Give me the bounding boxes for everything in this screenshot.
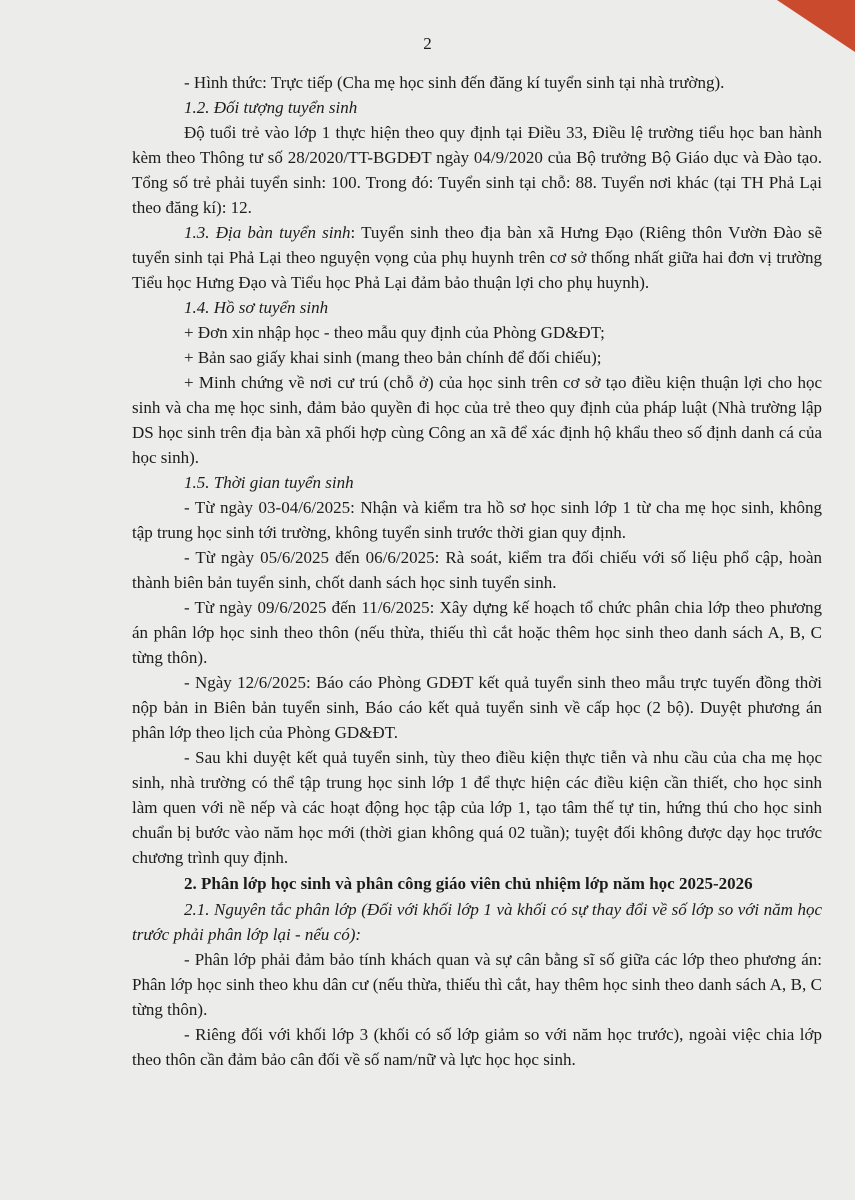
heading-2-1: 2.1. Nguyên tắc phân lớp (Đối với khối lớp 1 và khối có sự thay đổi về số lớp so với năm học trước phải phân lớp lại - nếu có): — [132, 900, 822, 944]
principle-item-1: - Phân lớp phải đảm bảo tính khách quan và sự cân bằng sĩ số giữa các lớp theo phương án: Phân lớp học sinh theo khu dân cư (nếu thừa, thiếu thì cắt, hay thêm học sinh theo danh sách A, B, C từng thôn). — [132, 950, 822, 1019]
heading-1-4: 1.4. Hồ sơ tuyển sinh — [184, 298, 329, 317]
schedule-item-3: - Từ ngày 09/6/2025 đến 11/6/2025: Xây dựng kế hoạch tổ chức phân chia lớp theo phương án phân lớp học sinh theo thôn (nếu thừa, thiếu thì cắt hoặc thêm học sinh theo danh sách A, B, C từng thôn). — [132, 598, 822, 667]
list-item-residence: + Minh chứng về nơi cư trú (chỗ ở) của học sinh trên cơ sở tạo điều kiện thuận lợi cho học sinh và cha mẹ học sinh, đảm bảo quyền đi học của trẻ theo quy định của pháp luật (Nhà trường lập DS học sinh trên địa bàn xã phối hợp cùng Công an xã để xác định hộ khẩu theo số định danh cá của học sinh). — [132, 373, 822, 467]
paragraph-area-text: : Tuyển sinh theo địa bàn xã Hưng Đạo (Riêng thôn Vườn Đào sẽ tuyển sinh tại Phả Lại theo nguyện vọng của phụ huynh trên cơ sở thống nhất giữa hai đơn vị trường Tiểu học Hưng Đạo và Tiểu học Phả Lại đảm bảo thuận lợi cho phụ huynh). — [132, 223, 822, 292]
paragraph-area — [132, 220, 822, 295]
list-item-birth-cert: + Bản sao giấy khai sinh (mang theo bản chính để đối chiếu); — [184, 348, 602, 367]
schedule-item-2: - Từ ngày 05/6/2025 đến 06/6/2025: Rà soát, kiểm tra đối chiếu với số liệu phổ cập, hoàn thành biên bản tuyển sinh, chốt danh sách học sinh tuyển sinh. — [132, 548, 822, 592]
heading-1-3: 1.3. Địa bàn tuyển sinh — [184, 223, 351, 242]
schedule-item-4: - Ngày 12/6/2025: Báo cáo Phòng GDĐT kết quả tuyển sinh theo mẫu trực tuyến đồng thời nộp bản in Biên bản tuyển sinh, Báo cáo kết quả tuyển sinh về cấp học (2 bộ). Duyệt phương án phân lớp theo lịch của Phòng GD&ĐT. — [132, 673, 822, 742]
page-number: 2 — [423, 34, 432, 53]
list-item-application: + Đơn xin nhập học - theo mẫu quy định của Phòng GD&ĐT; — [184, 323, 605, 342]
paragraph-age: Độ tuổi trẻ vào lớp 1 thực hiện theo quy định tại Điều 33, Điều lệ trường tiểu học ban hành kèm theo Thông tư số 28/2020/TT-BGDĐT ngày 04/9/2020 của Bộ trưởng Bộ Giáo dục và Đào tạo. Tổng số trẻ phải tuyển sinh: 100. Trong đó: Tuyển sinh tại chỗ: 88. Tuyển nơi khác (tại TH Phả Lại theo đăng kí): 12. — [132, 123, 822, 217]
document-body — [132, 70, 822, 1072]
schedule-item-1: - Từ ngày 03-04/6/2025: Nhận và kiểm tra hồ sơ học sinh lớp 1 từ cha mẹ học sinh, không tập trung học sinh tới trường, không tuyển sinh trước thời gian quy định. — [132, 498, 822, 542]
heading-1-5: 1.5. Thời gian tuyển sinh — [184, 473, 354, 492]
heading-2: 2. Phân lớp học sinh và phân công giáo viên chủ nhiệm lớp năm học 2025-2026 — [184, 874, 753, 893]
heading-1-2: 1.2. Đối tượng tuyển sinh — [184, 98, 358, 117]
schedule-item-5: - Sau khi duyệt kết quả tuyển sinh, tùy theo điều kiện thực tiễn và nhu cầu của cha mẹ học sinh, nhà trường có thể tập trung học sinh lớp 1 để thực hiện các điều kiện cần thiết, cho học sinh làm quen với nề nếp và các hoạt động học tập của lớp 1, tạo tâm thế tự tin, hứng thú cho học sinh chuẩn bị bước vào năm học mới (thời gian không quá 02 tuần); tuyệt đối không được dạy học trước chương trình quy định. — [132, 748, 822, 867]
principle-item-2: - Riêng đối với khối lớp 3 (khối có số lớp giảm so với năm học trước), ngoài việc chia lớp theo thôn cần đảm bảo cân đối về số nam/nữ và lực học học sinh. — [132, 1025, 822, 1069]
paragraph-form: - Hình thức: Trực tiếp (Cha mẹ học sinh đến đăng kí tuyển sinh tại nhà trường). — [184, 73, 725, 92]
